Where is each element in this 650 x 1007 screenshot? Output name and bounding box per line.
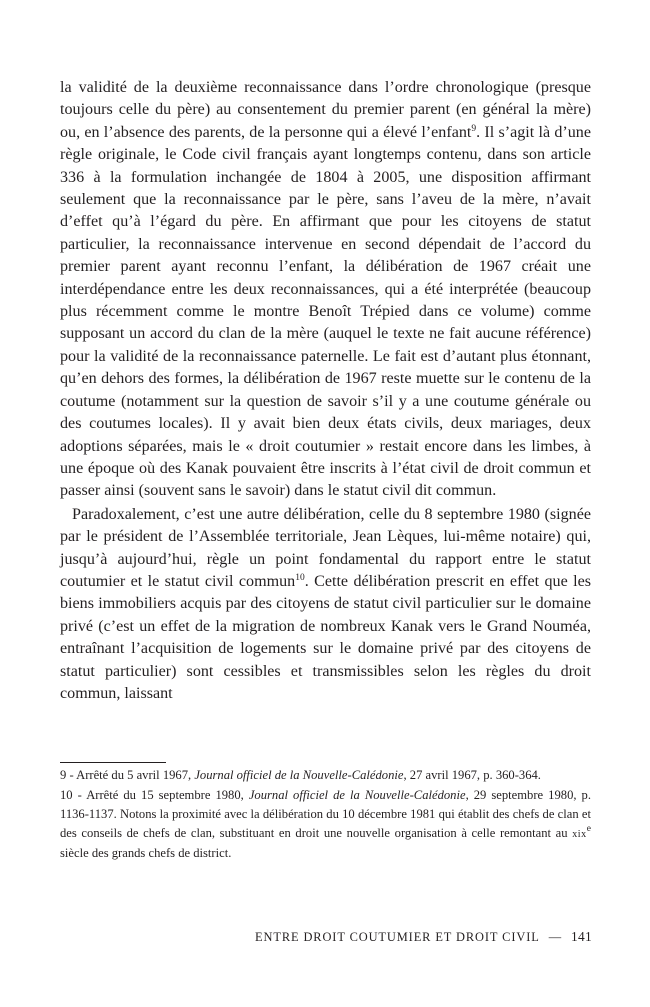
paragraph-text: la validité de la deuxième reconnaissance dans l’ordre chronologique (presque toujours celle du père) au consentement du premier parent (en général la mère) ou, en l’absence des parents, de la personne qui a élevé l’enfant (60, 79, 591, 141)
footnote-ref[interactable]: 9 (471, 123, 477, 134)
footnote-text: , 27 avril 1967, p. 360-364. (403, 768, 541, 782)
footnote (60, 766, 591, 785)
paragraph (60, 504, 591, 706)
footnote-text: Arrêté du 5 avril 1967, (76, 768, 195, 782)
page-number: 141 (571, 929, 592, 944)
paragraph-text: . Cette délibération prescrit en effet que les biens immobiliers acquis par des citoyens de statut civil particulier sur le domaine privé (c’est un effet de la migration de nombreux Kanak vers le Grand Nouméa, entraînant l’acquisition de logements sur le domaine privé par des citoyens de statut particulier) sont cessibles et transmissibles selon les règles du droit commun, laissant (60, 572, 591, 702)
running-footer (255, 929, 592, 945)
footnotes (60, 766, 591, 863)
footnote-marker: 10 - (60, 788, 87, 802)
running-title: ENTRE DROIT COUTUMIER ET DROIT CIVIL (255, 930, 540, 944)
journal-title: Journal officiel de la Nouvelle-Calédonie (248, 788, 466, 802)
footer-separator: — (548, 930, 562, 944)
footnote-text: Arrêté du 15 septembre 1980, (86, 788, 249, 802)
century-suffix: e (586, 824, 591, 834)
footnote-text: siècle des grands chefs de district. (60, 846, 232, 860)
body-text (60, 77, 591, 705)
paragraph-text: . Il s’agit là d’une règle originale, le Code civil français ayant longtemps contenu, dans son article 336 à la formulation inchangée de 1804 à 2005, une disposition affirmant seulement que la reconnaissance par le père, sans l’aveu de la mère, n’avait d’effet qu’à l’égard du père. En affirmant que pour les citoyens de statut particulier, la reconnaissance intervenue en second dépendait de l’accord du premier parent ayant reconnu l’enfant, la délibération de 1967 créait une interdépendance entre les deux reconnaissances, qui a été interprétée (beaucoup plus récemment comme le montre Benoît Trépied dans ce volume) comme supposant un accord du clan de la mère (auquel le texte ne fait aucune référence) pour la validité de la reconnaissance paternelle. Le fait est d’autant plus étonnant, qu’en dehors des formes, la délibération de 1967 reste muette sur le contenu de la coutume (notamment sur la question de savoir s’il y a une coutume générale ou des coutumes locales). Il y avait bien deux états civils, deux mariages, deux adoptions séparées, mais le « droit coutumier » restait encore dans les limbes, à une époque où des Kanak pouvaient être inscrits à l’état civil de droit commun et passer ainsi (souvent sans le savoir) dans le statut civil dit commun. (60, 123, 591, 500)
footnote-text: , 29 septembre 1980, p. 1136-1137. Notons la proximité avec la délibération du 10 décembre 1981 qui établit des chefs de clan et des conseils de chefs de clan, substituant en droit une nouvelle organisation à celle remontant au (60, 788, 592, 840)
paragraph (60, 77, 591, 503)
footnote-marker: 9 - (60, 768, 77, 782)
footnote-divider (60, 762, 166, 763)
paragraph-text: Paradoxalement, c’est une autre délibération, celle du 8 septembre 1980 (signée par le président de l’Assemblée territoriale, Jean Lèques, lui-même notaire) qui, jusqu’à aujourd’hui, règle un point fondamental du rapport entre le statut coutumier et le statut civil commun (60, 505, 591, 590)
century-numeral: xix (572, 829, 587, 840)
footnote-ref[interactable]: 10 (295, 572, 305, 583)
journal-title: Journal officiel de la Nouvelle-Calédonie (194, 768, 404, 782)
footnote (60, 786, 591, 863)
